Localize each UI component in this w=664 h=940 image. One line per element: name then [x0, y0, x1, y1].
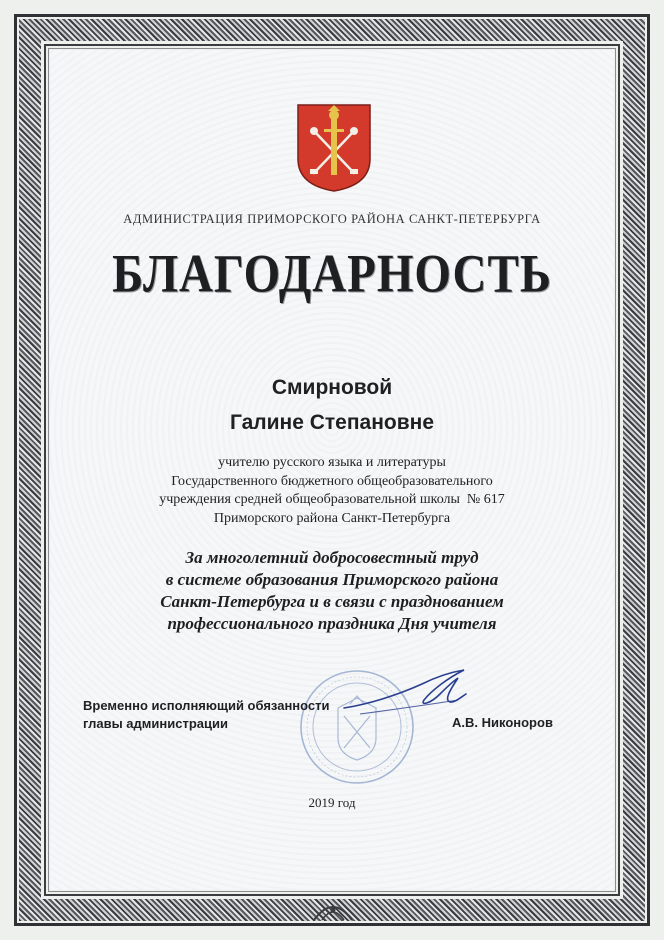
- reason-line: Санкт-Петербурга и в связи с празднованием: [160, 592, 504, 611]
- recipient-position: [50, 454, 614, 528]
- signatory-role-line: Временно исполняющий обязанности: [83, 698, 330, 713]
- saint-petersburg-coat-of-arms-icon: [294, 101, 374, 193]
- ornament-icon: [312, 898, 354, 924]
- handwritten-signature: [340, 664, 470, 724]
- issuer-name: АДМИНИСТРАЦИЯ ПРИМОРСКОГО РАЙОНА САНКТ-ПЕТЕРБУРГА: [123, 212, 541, 226]
- recipient-surname: Смирновой: [271, 376, 393, 399]
- signatory-role-line: главы администрации: [83, 716, 228, 731]
- position-line: Приморского района Санкт-Петербурга: [213, 510, 451, 526]
- issue-year: 2019 год: [308, 795, 356, 810]
- reason-line: в системе образования Приморского района: [165, 570, 499, 589]
- award-reason: [50, 547, 614, 635]
- reason-line: За многолетний добросовестный труд: [185, 548, 479, 567]
- reason-line: профессионального праздника Дня учителя: [167, 614, 497, 633]
- position-line: учителю русского языка и литературы: [218, 455, 446, 470]
- position-line: Государственного бюджетного общеобразовательного: [171, 473, 493, 489]
- signatory-name: А.В. Никоноров: [452, 715, 553, 730]
- recipient-given-names: Галине Степановне: [229, 411, 435, 434]
- certificate-title: БЛАГОДАРНОСТЬ: [112, 244, 552, 304]
- position-line: учреждения средней общеобразовательной школы № 617: [159, 492, 505, 507]
- signatory-role: [83, 697, 330, 733]
